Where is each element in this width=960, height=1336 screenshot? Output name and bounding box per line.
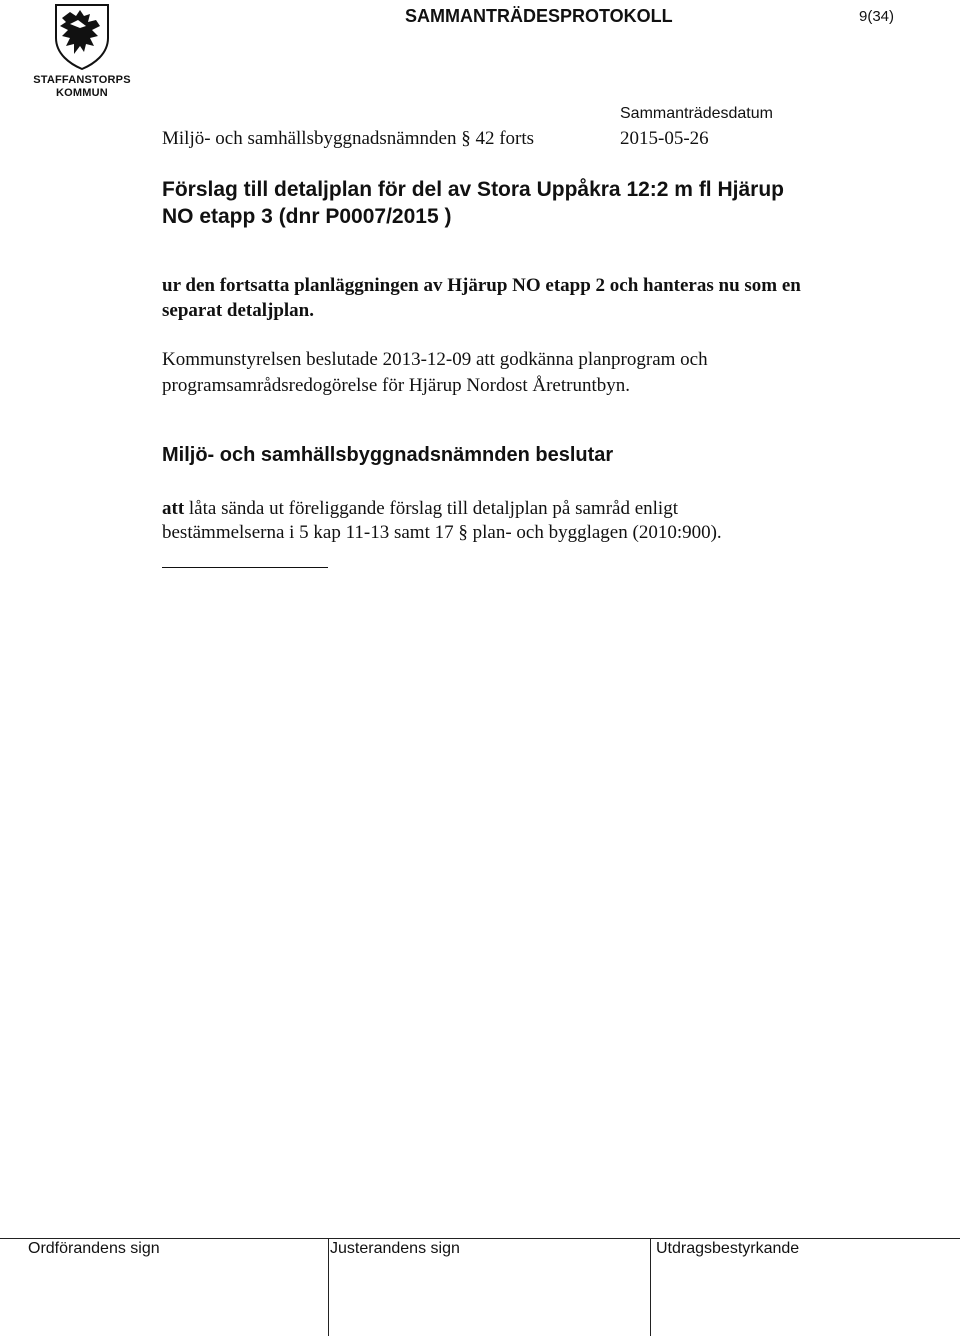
decision-heading: Miljö- och samhällsbyggnadsnämnden beslutar: [162, 444, 614, 466]
intro-line-1: ur den fortsatta planläggningen av Hjärup NO etapp 2 och hanteras nu som en: [162, 275, 801, 296]
agenda-item-title: [162, 176, 784, 230]
agenda-title-line2: NO etapp 3 (dnr P0007/2015 ): [162, 205, 452, 228]
section-end-rule: [162, 567, 328, 568]
footer-divider: [650, 1238, 651, 1336]
decision-line-1: [162, 498, 678, 520]
att-word: att: [162, 498, 185, 519]
footer-divider: [328, 1238, 329, 1336]
agenda-title-line1: Förslag till detaljplan för del av Stora Uppåkra 12:2 m fl Hjärup: [162, 178, 784, 201]
section-sign: §: [458, 522, 468, 543]
paragraph-line-1: Kommunstyrelsen beslutade 2013-12-09 att godkänna planprogram och: [162, 349, 708, 370]
committee-line: [162, 128, 534, 150]
page-number: 9(34): [859, 8, 895, 25]
decision-line-2: [162, 522, 722, 544]
intro-line-2: separat detaljplan.: [162, 300, 314, 321]
paragraph-line-2: programsamrådsredogörelse för Hjärup Nordost Åretruntbyn.: [162, 375, 631, 396]
logo-text-line2: KOMMUN: [56, 87, 108, 99]
extract-certification-label: Utdragsbestyrkande: [656, 1240, 800, 1257]
decision-line-2-law: plan- och bygglagen (2010:900).: [472, 522, 722, 543]
logo-text-line1: STAFFANSTORPS: [33, 74, 131, 86]
footer-rule: [0, 1238, 960, 1239]
section-sign: §: [461, 128, 471, 149]
meeting-date-label: Sammanträdesdatum: [620, 105, 773, 122]
griffin-coat-of-arms-icon: [30, 4, 134, 70]
decision-line-2-text: bestämmelserna i 5 kap 11-13 samt 17: [162, 522, 454, 543]
municipality-logo: [30, 4, 134, 104]
chair-sign-label: Ordförandens sign: [28, 1240, 160, 1257]
decision-line-1-text: låta sända ut föreliggande förslag till detaljplan på samråd enligt: [188, 498, 678, 519]
adjuster-sign-label: Justerandens sign: [330, 1240, 460, 1257]
document-title: SAMMANTRÄDESPROTOKOLL: [405, 6, 673, 26]
meeting-date: 2015-05-26: [620, 128, 709, 149]
committee-name: Miljö- och samhällsbyggnadsnämnden: [162, 128, 457, 149]
section-number: 42 forts: [475, 128, 535, 149]
